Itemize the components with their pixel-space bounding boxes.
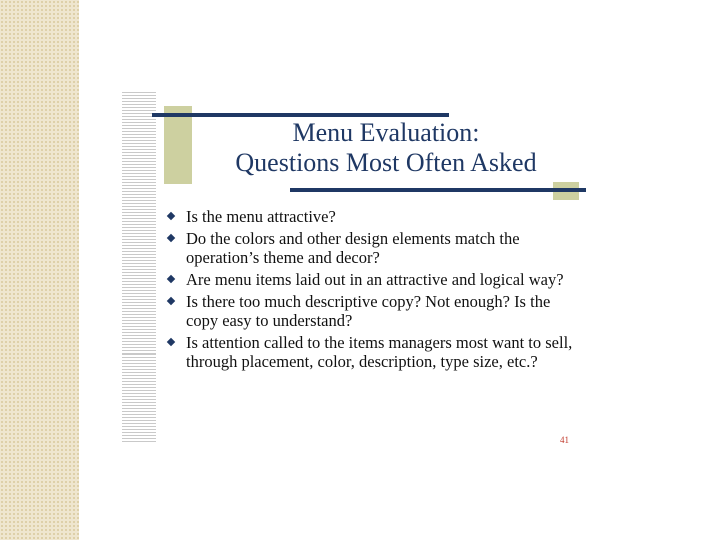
bullet-list: [165, 207, 575, 374]
hatched-bar-upper: [122, 92, 156, 354]
bullet-item: [165, 333, 575, 371]
bullet-text: Are menu items laid out in an attractive and logical way?: [186, 270, 564, 289]
diamond-bullet-icon: [167, 275, 175, 283]
decorative-border-strip: [0, 0, 79, 540]
bullet-item: [165, 270, 575, 289]
title-rule-top: [152, 113, 449, 117]
page-number: 41: [560, 435, 569, 445]
bullet-item: [165, 207, 575, 226]
title-line-2: Questions Most Often Asked: [235, 148, 537, 177]
title-rule-bottom: [290, 188, 586, 192]
diamond-bullet-icon: [167, 212, 175, 220]
bullet-text: Is attention called to the items managers most want to sell, through placement, color, description, type size, etc.?: [186, 333, 573, 371]
bullet-text: Do the colors and other design elements match the operation’s theme and decor?: [186, 229, 520, 267]
diamond-bullet-icon: [167, 297, 175, 305]
bullet-text: Is the menu attractive?: [186, 207, 336, 226]
diamond-bullet-icon: [167, 338, 175, 346]
bullet-item: [165, 229, 575, 267]
bullet-item: [165, 292, 575, 330]
diamond-bullet-icon: [167, 234, 175, 242]
title-line-1: Menu Evaluation:: [292, 118, 480, 147]
slide-title: [196, 118, 576, 178]
accent-block-left: [164, 106, 192, 184]
bullet-text: Is there too much descriptive copy? Not enough? Is the copy easy to understand?: [186, 292, 551, 330]
hatched-bar-lower: [122, 354, 156, 444]
